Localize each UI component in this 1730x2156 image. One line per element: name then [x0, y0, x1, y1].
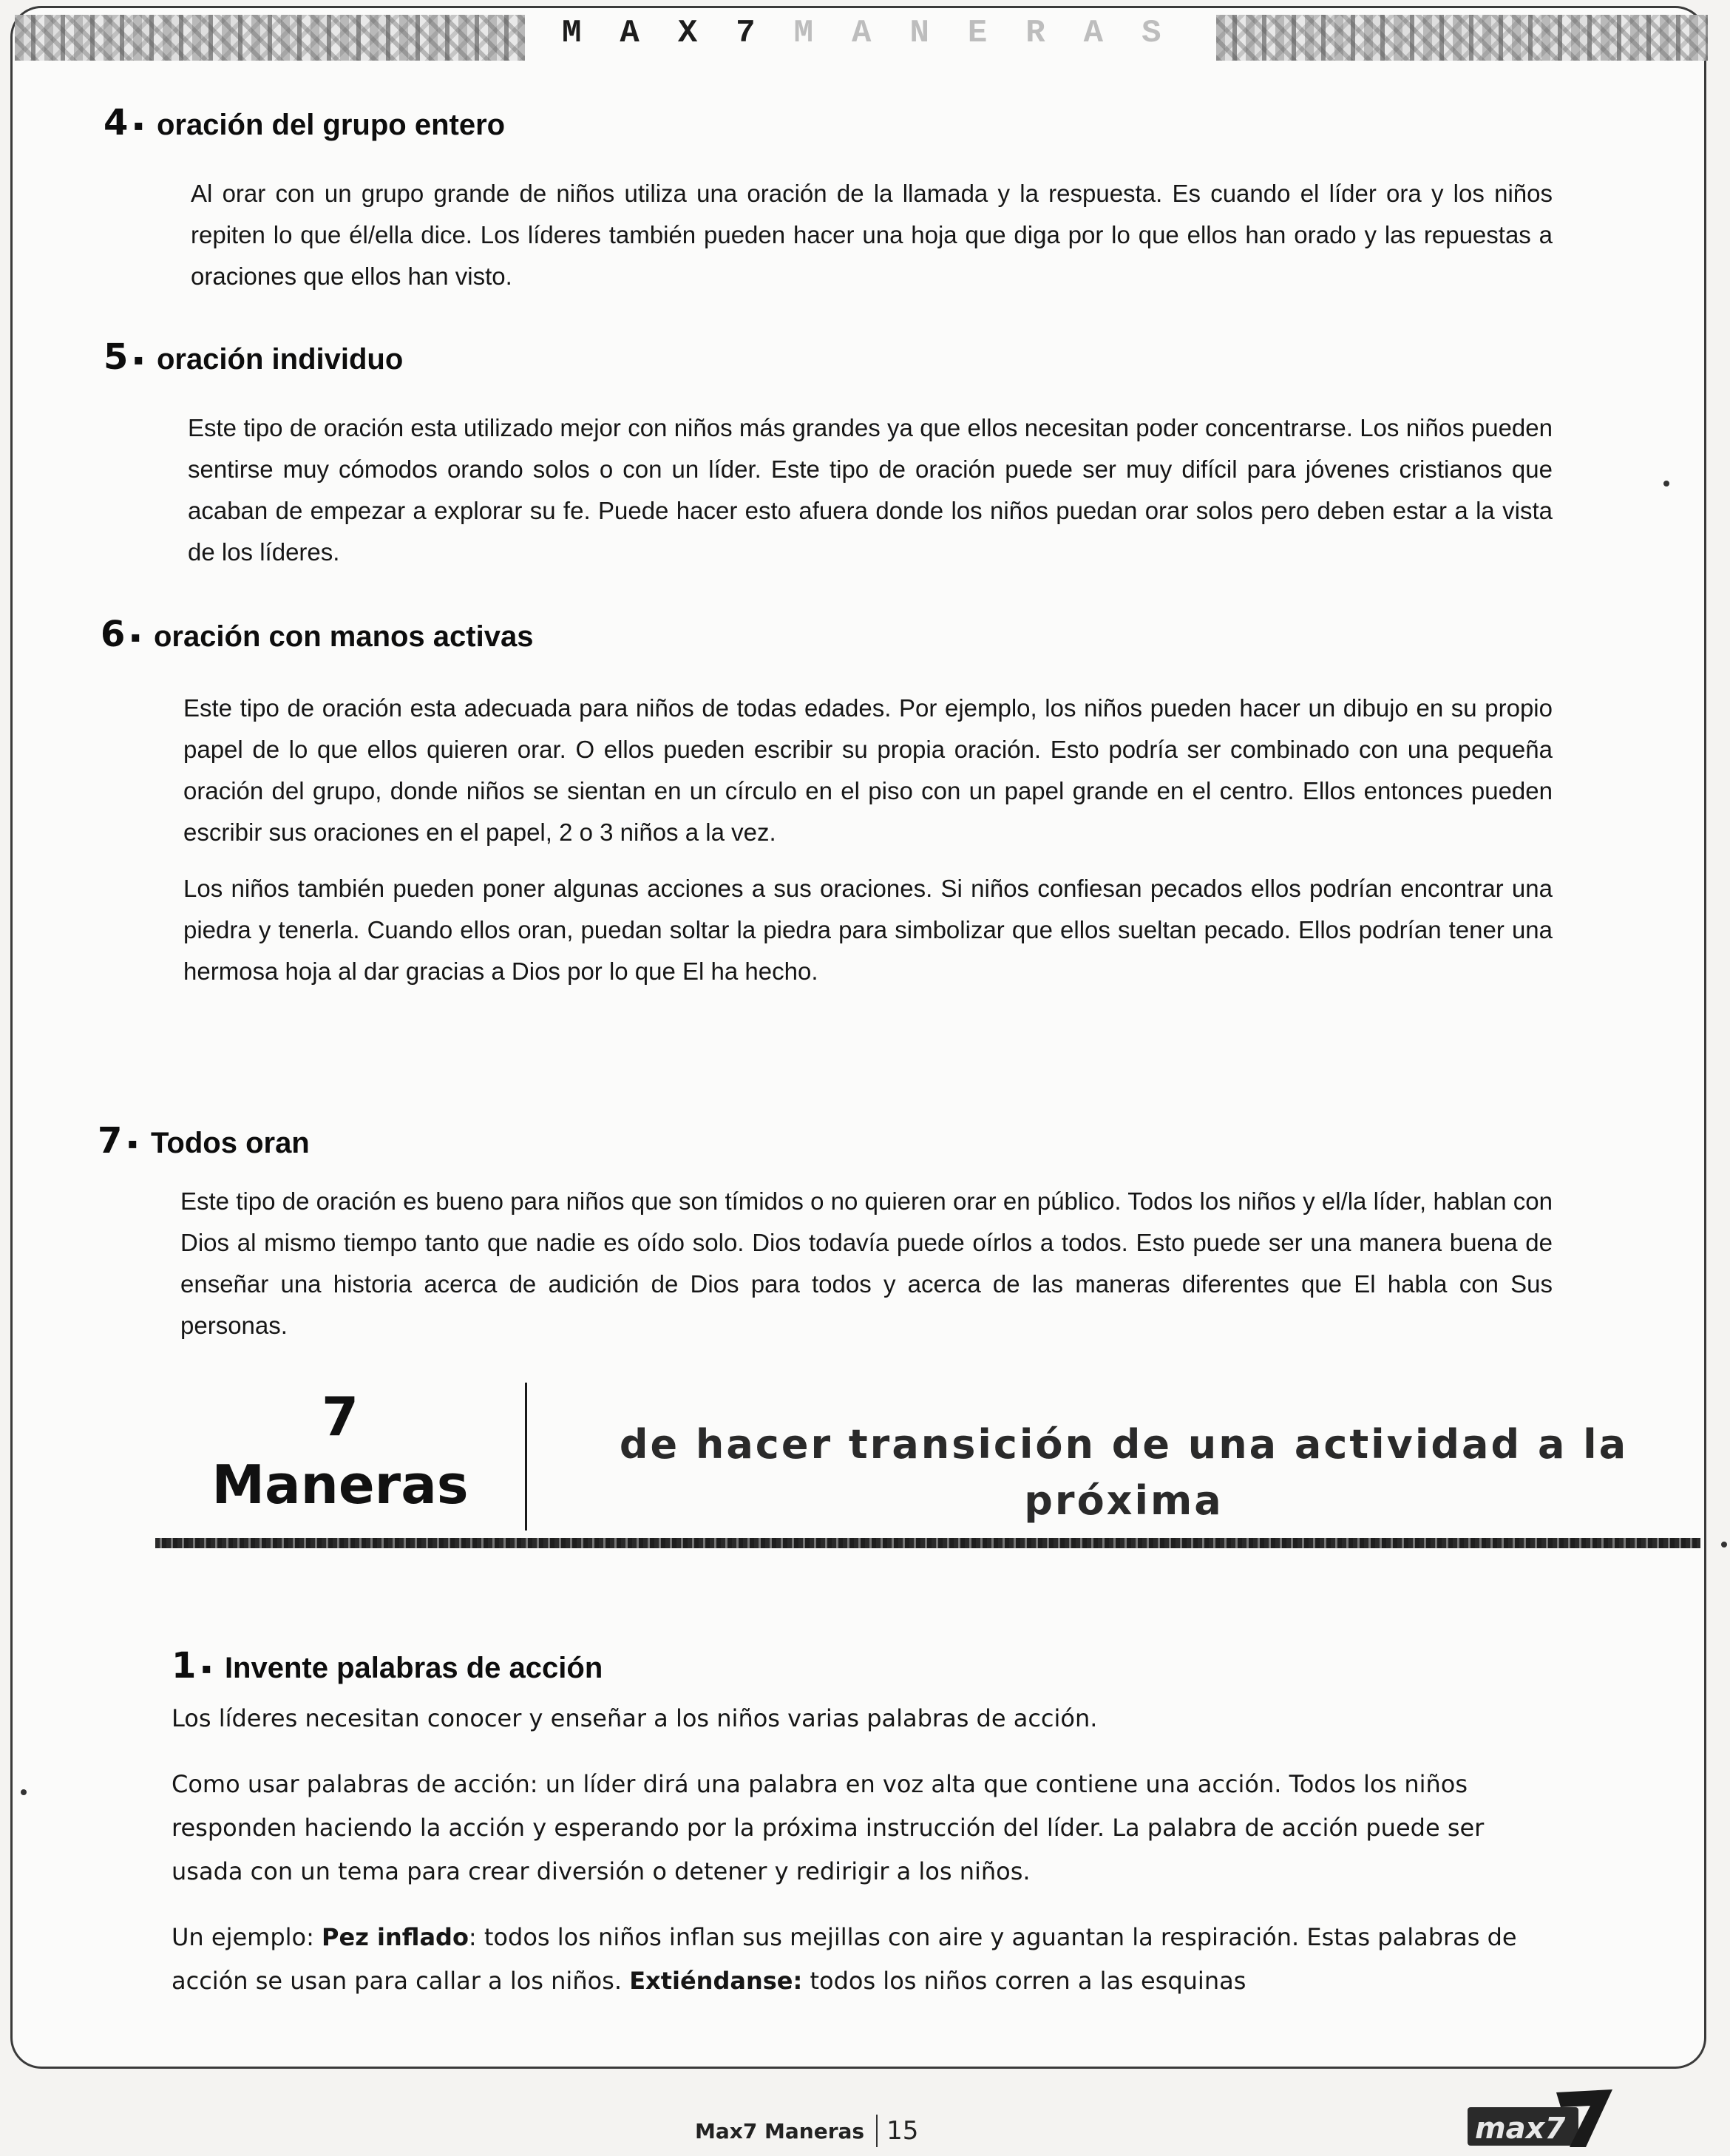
scan-speck [1721, 1542, 1727, 1547]
section-paragraph: Este tipo de oración esta adecuada para niños de todas edades. Por ejemplo, los niños pueden hacer un dibujo en su propio papel de lo que ellos quieren orar. O ellos pueden escribir su propia oración. Esto podría ser combinado con una pequeña oración del grupo, donde niños se sientan en un círculo en el piso con un papel grande en el centro. Ellos entonces pueden escribir sus oraciones en el papel, 2 o 3 niños a la vez. [183, 694, 1553, 846]
section-number: 6 ▪ [101, 614, 140, 655]
section-paragraph: Como usar palabras de acción: un líder dirá una palabra en voz alta que contiene una acción. Todos los niños responden haciendo la acción y esperando por la próxima instrucción del líder. La palabra de acción puede ser usada con un tema para crear diversión o detener y redirigir a los niños. [172, 1770, 1485, 1885]
scan-speck [1663, 481, 1669, 487]
section-heading [104, 102, 1553, 143]
example-text: : todos los niños inflan sus mejillas con aire y aguantan la respiración. Estas palabras de acción se usan para callar a los niños. [172, 1923, 1517, 1995]
section-1 [172, 1645, 1547, 2003]
header-letter: S [1142, 15, 1161, 52]
page-footer [695, 2115, 918, 2147]
header-letter: X [677, 15, 698, 52]
transition-banner [155, 1383, 1700, 1545]
section-example [172, 1916, 1547, 2003]
example-text: todos los niños corren a las esquinas [802, 1967, 1246, 1995]
section-number: 4 ▪ [104, 102, 143, 143]
section-title: Invente palabras de acción [224, 1652, 603, 1684]
header-banner [15, 10, 1708, 65]
header-title [562, 15, 1161, 52]
section-paragraph: Al orar con un grupo grande de niños utiliza una oración de la llamada y la respuesta. Es cuando el líder ora y los niños repiten lo que él/ella dice. Los líderes también pueden hacer una hoja que diga por lo que ellos han orado y las repuestas a oraciones que ellos han visto. [191, 180, 1553, 290]
scan-speck [21, 1789, 27, 1795]
section-paragraph: Los niños también pueden poner algunas acciones a sus oraciones. Si niños confiesan pecados ellos podrían encontrar una piedra y tenerla. Cuando ellos oran, puedan soltar la piedra para simbolizar que ellos sueltan pecado. Ellos podrían tener una hermosa hoja al dar gracias a Dios por lo que El ha hecho. [183, 875, 1553, 985]
section-title: oración con manos activas [153, 620, 534, 653]
section-4 [104, 102, 1553, 297]
max7-logo [1468, 2085, 1615, 2149]
section-title: oración del grupo entero [156, 109, 506, 141]
section-7 [98, 1120, 1553, 1346]
section-5 [104, 336, 1553, 573]
header-pattern-left [15, 15, 525, 61]
header-letter: A [852, 15, 872, 52]
section-heading [172, 1645, 1547, 1687]
footer-divider [876, 2115, 878, 2147]
header-letter: E [967, 15, 988, 52]
header-letter: A [620, 15, 640, 52]
page-number: 15 [886, 2116, 919, 2146]
example-term: Extiéndanse: [629, 1967, 803, 1995]
logo-text: max7 [1475, 2112, 1566, 2146]
section-heading [98, 1120, 1553, 1162]
header-letter: A [1083, 15, 1104, 52]
example-lead: Un ejemplo: [172, 1923, 322, 1951]
banner-word: Maneras [211, 1454, 469, 1516]
example-term: Pez inflado [322, 1923, 469, 1951]
banner-subtitle: de hacer transición de una actividad a la próxima [619, 1421, 1629, 1524]
section-title: Todos oran [150, 1127, 310, 1159]
section-heading [101, 614, 1553, 655]
section-number: 1 ▪ [172, 1645, 211, 1687]
section-number: 7 ▪ [98, 1120, 138, 1162]
header-letter: M [562, 15, 582, 52]
footer-label: Max7 Maneras [695, 2118, 865, 2143]
header-letter: M [793, 15, 814, 52]
section-number: 5 ▪ [104, 336, 143, 378]
header-pattern-right [1216, 15, 1708, 61]
section-6 [101, 614, 1553, 992]
banner-rule [155, 1538, 1700, 1548]
banner-title [155, 1383, 525, 1519]
section-title: oración individuo [156, 343, 404, 376]
banner-divider [525, 1383, 527, 1530]
banner-number: 7 [321, 1386, 359, 1448]
section-paragraph: Este tipo de oración es bueno para niños que son tímidos o no quieren orar en público. Todos los niños y el/la líder, hablan con Dios al mismo tiempo tanto que nadie es oído solo. Dios todavía puede oírlos a todos. Esto puede ser una manera buena de enseñar una historia acerca de audición de Dios para todos y acerca de las maneras diferentes que El habla con Sus personas. [180, 1187, 1553, 1339]
header-letter: R [1025, 15, 1045, 52]
section-paragraph: Este tipo de oración esta utilizado mejor con niños más grandes ya que ellos necesitan poder concentrarse. Los niños pueden sentirse muy cómodos orando solos o con un líder. Este tipo de oración puede ser muy difícil para jóvenes cristianos que acaban de empezar a explorar su fe. Puede hacer esto afuera donde los niños puedan orar solos pero deben estar a la vista de los líderes. [188, 414, 1553, 566]
section-intro: Los líderes necesitan conocer y enseñar a los niños varias palabras de acción. [172, 1704, 1098, 1732]
header-letter: 7 [736, 15, 756, 52]
section-heading [104, 336, 1553, 378]
header-letter: N [909, 15, 929, 52]
